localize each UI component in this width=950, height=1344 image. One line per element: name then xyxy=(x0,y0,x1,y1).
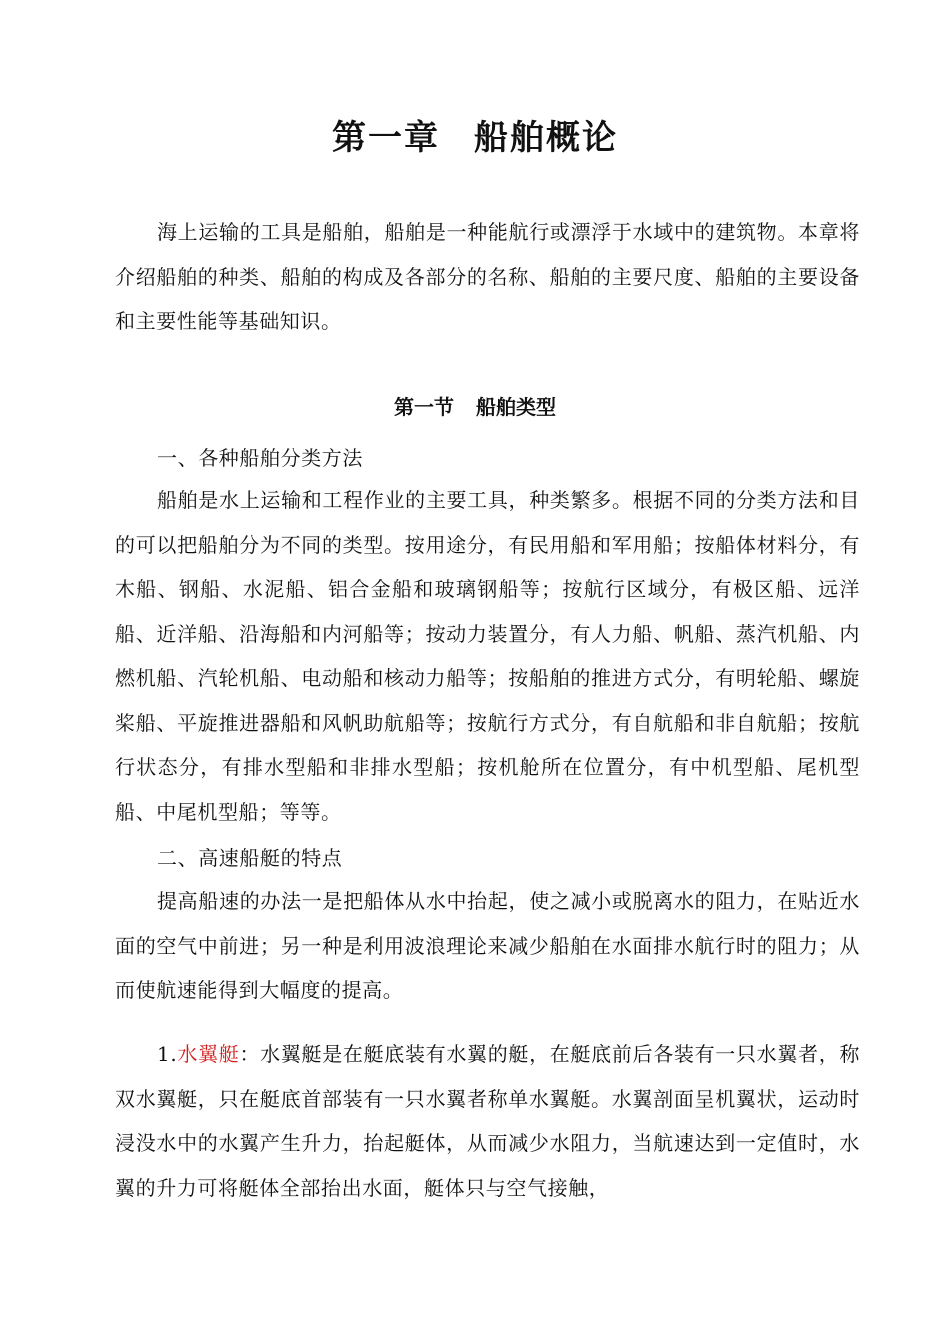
hydrofoil-description: ：水翼艇是在艇底装有水翼的艇，在艇底前后各装有一只水翼者，称双水翼艇，只在艇底首部装有一只水翼者称单水翼艇。水翼剖面呈机翼状，运动时浸没水中的水翼产生升力，抬起艇体，从而减少水阻力，当航速达到一定值时，水翼的升力可将艇体全部抬出水面，艇体只与空气接触， xyxy=(115,1042,860,1200)
classification-paragraph: 船舶是水上运输和工程作业的主要工具，种类繁多。根据不同的分类方法和目的可以把船舶分为不同的类型。按用途分，有民用船和军用船；按船体材料分，有木船、钢船、水泥船、铝合金船和玻璃钢船等；按航行区域分，有极区船、远洋船、近洋船、沿海船和内河船等；按动力装置分，有人力船、帆船、蒸汽机船、内燃机船、汽轮机船、电动船和核动力船等；按船舶的推进方式分，有明轮船、螺旋桨船、平旋推进器船和风帆助航船等；按航行方式分，有自航船和非自航船；按航行状态分，有排水型船和非排水型船；按机舱所在位置分，有中机型船、尾机型船、中尾机型船；等等。 xyxy=(115,488,860,824)
high-speed-paragraph: 提高船速的办法一是把船体从水中抬起，使之减小或脱离水的阻力，在贴近水面的空气中前进；另一种是利用波浪理论来减少船舶在水面排水航行时的阻力；从而使航速能得到大幅度的提高。 xyxy=(115,889,860,1002)
subsection-heading-high-speed: 二、高速船艇的特点 xyxy=(157,846,343,870)
item-number: 1. xyxy=(157,1042,178,1066)
hydrofoil-paragraph xyxy=(115,1032,860,1210)
chapter-intro-paragraph: 海上运输的工具是船舶，船舶是一种能航行或漂浮于水域中的建筑物。本章将介绍船舶的种类、船舶的构成及各部分的名称、船舶的主要尺度、船舶的主要设备和主要性能等基础知识。 xyxy=(115,220,860,333)
section-title xyxy=(0,392,950,422)
subsection-heading-classification: 一、各种船舶分类方法 xyxy=(157,446,363,470)
section-number: 第一节 xyxy=(394,395,454,419)
section-name: 船舶类型 xyxy=(476,395,556,419)
chapter-name: 船舶概论 xyxy=(474,118,618,158)
hydrofoil-term: 水翼艇 xyxy=(177,1042,240,1066)
chapter-number: 第一章 xyxy=(332,118,440,158)
chapter-title xyxy=(0,112,950,164)
